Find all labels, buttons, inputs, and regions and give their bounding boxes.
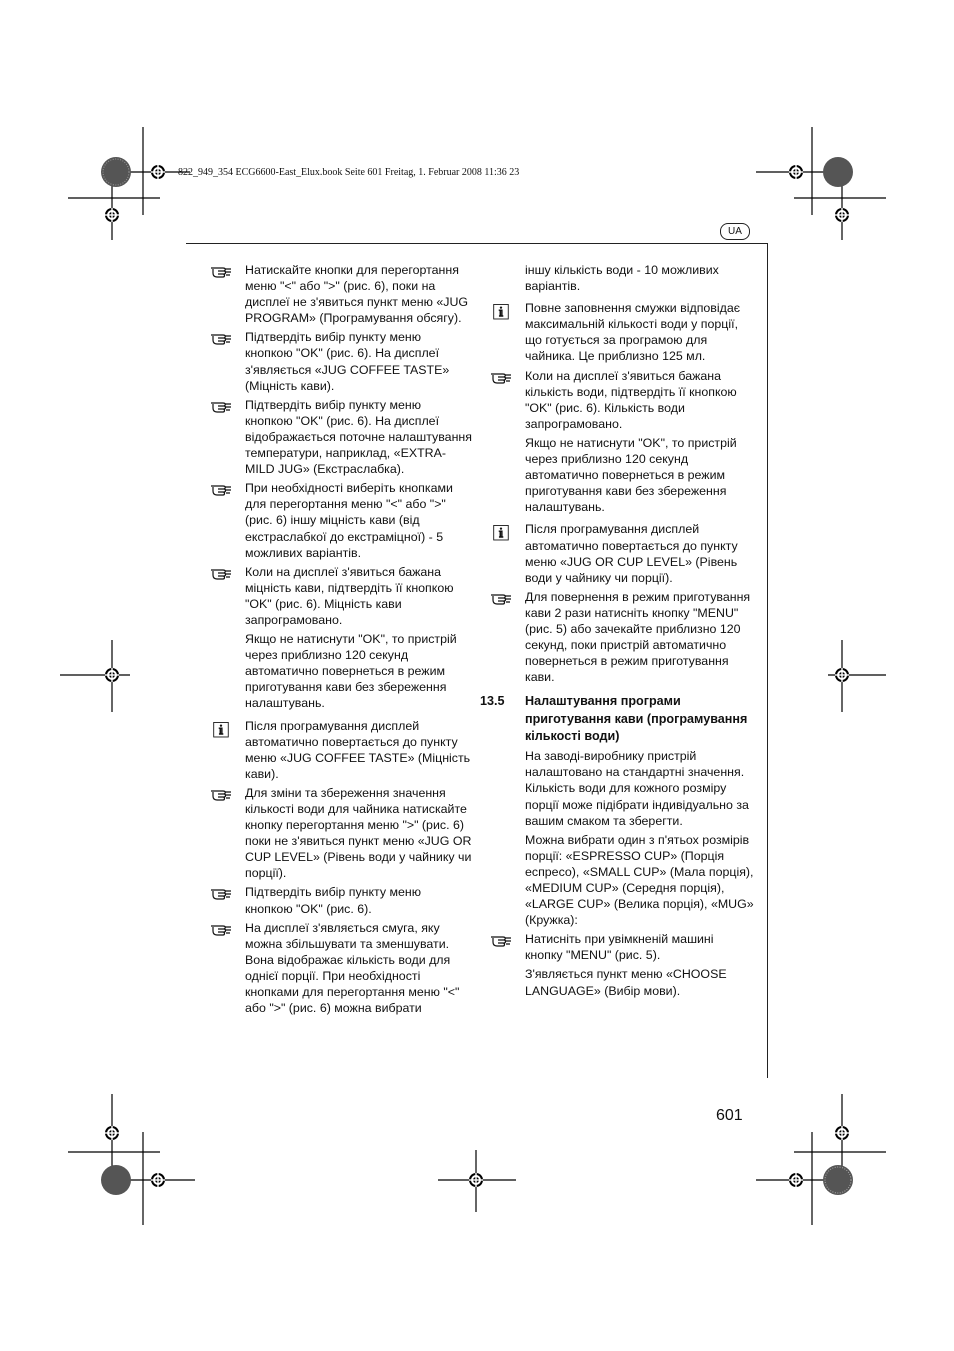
item-text: Коли на дисплеї з'явиться бажана міцність кави, підтвердіть її кнопкою "OK" (рис. 6). Міцність кави запрограмовано. bbox=[245, 564, 454, 627]
item-text: При необхідності виберіть кнопками для перегортання меню "<" або ">" (рис. 6) іншу міцність кави (від екстраслабкої до екстраміцної) - 5 можливих варіантів. bbox=[245, 481, 453, 560]
list-item bbox=[210, 920, 472, 1017]
item-text: Натискайте кнопки для перегортання меню "<" або ">" (рис. 6), поки на дисплеї не з'явиться пункт меню «JUG PROGRAM» (Програмування обсягу). bbox=[245, 263, 469, 326]
list-item bbox=[210, 262, 472, 326]
hand-pointer-icon bbox=[210, 785, 234, 801]
header-rule bbox=[186, 243, 768, 244]
info-note bbox=[490, 521, 754, 585]
item-text: Повне заповнення смужки відповідає максимальній кількості води у порції, що готується за програмою для чайника. Це приблизно 125 мл. bbox=[525, 301, 741, 364]
item-text: іншу кількість води - 10 можливих варіантів. bbox=[525, 263, 719, 294]
item-text: Для зміни та збереження значення кількості води для чайника натискайте кнопку перегортання меню ">" (рис. 6) поки не з'явиться пункт меню «JUG OR CUP LEVEL» (Рівень води у чайнику чи порції). bbox=[245, 785, 472, 881]
item-text: Якщо не натиснути "OK", то пристрій через приблизно 120 секунд автоматично повернеться в режим приготування кави без збереження налаштувань. bbox=[525, 435, 737, 515]
section-heading bbox=[480, 693, 754, 745]
list-item bbox=[490, 589, 754, 686]
hand-pointer-icon bbox=[210, 884, 234, 900]
list-item bbox=[210, 785, 472, 882]
item-text: З'являється пункт меню «CHOOSE LANGUAGE» (Вибір мови). bbox=[525, 967, 727, 998]
item-text: Після програмування дисплей автоматично повертається до пункту меню «JUG OR CUP LEVEL» (Рівень води у чайнику чи порції). bbox=[525, 522, 738, 585]
item-text: Можна вибрати один з п'ятьох розмірів порції: «ESPRESSO CUP» (Порція еспресо), «SMALL CUP» (Мала порція), «MEDIUM CUP» (Середня порція), «LARGE CUP» (Велика порція), «MUG» (Кружка): bbox=[525, 832, 754, 928]
language-badge: UA bbox=[720, 223, 750, 240]
hand-pointer-icon bbox=[210, 262, 234, 278]
hand-pointer-icon bbox=[210, 564, 234, 580]
info-icon bbox=[490, 525, 514, 541]
list-item bbox=[210, 564, 472, 628]
print-header: 822_949_354 ECG6600-East_Elux.book Seite 601 Freitag, 1. Februar 2008 11:36 23 bbox=[178, 167, 520, 178]
hand-pointer-icon bbox=[210, 920, 234, 936]
side-rule bbox=[767, 243, 768, 1078]
list-item bbox=[210, 884, 472, 916]
list-item bbox=[490, 931, 754, 963]
hand-pointer-icon bbox=[210, 480, 234, 496]
list-item bbox=[490, 368, 754, 432]
hand-pointer-icon bbox=[490, 589, 514, 605]
info-icon bbox=[490, 304, 514, 320]
hand-pointer-icon bbox=[210, 329, 234, 345]
item-text: Після програмування дисплей автоматично повертається до пункту меню «JUG COFFEE TASTE» (Міцність кави). bbox=[245, 718, 471, 781]
info-note bbox=[490, 300, 754, 364]
right-column bbox=[480, 262, 754, 1002]
item-text: Якщо не натиснути "OK", то пристрій через приблизно 120 секунд автоматично повернеться в режим приготування кави без збереження налаштувань. bbox=[245, 632, 457, 711]
info-icon bbox=[210, 722, 234, 738]
item-text: Підтвердіть вибір пункту меню кнопкою "OK" (рис. 6). bbox=[245, 885, 422, 916]
item-text: На заводі-виробнику пристрій налаштовано на стандартні значення. Кількість води для кожного розміру порції може підібрати індивідуально за вашим смаком та зберегти. bbox=[525, 749, 749, 828]
section-number: 13.5 bbox=[480, 694, 505, 709]
item-text: Натисніть при увімкненій машині кнопку "MENU" (рис. 5). bbox=[525, 932, 714, 963]
info-note bbox=[210, 718, 472, 782]
list-item bbox=[210, 480, 472, 560]
item-text: Коли на дисплеї з'явиться бажана кількість води, підтвердіть її кнопкою "OK" (рис. 6). Кількість води запрограмовано. bbox=[525, 368, 737, 431]
item-text: На дисплеї з'являється смуга, яку можна збільшувати та зменшувати. Вона відображає кількість води для однієї порції. При необхідності кнопками для перегортання меню "<" або ">" (рис. 6) можна вибрати bbox=[245, 920, 460, 1016]
page-number: 601 bbox=[716, 1107, 743, 1124]
hand-pointer-icon bbox=[210, 397, 234, 413]
item-text: Підтвердіть вибір пункту меню кнопкою "OK" (рис. 6). На дисплеї відображається поточне налаштування температури, наприклад, «EXTRA-MILD JUG» (Екстраслабка). bbox=[245, 397, 472, 477]
list-item bbox=[210, 397, 472, 477]
item-text: Для повернення в режим приготування кави 2 рази натисніть кнопку "MENU" (рис. 5) або зачекайте приблизно 120 секунд, поки пристрій автоматично повернеться в режим приготування кави. bbox=[525, 589, 751, 685]
hand-pointer-icon bbox=[490, 368, 514, 384]
item-text: Підтвердіть вибір пункту меню кнопкою "OK" (рис. 6). На дисплеї з'являється «JUG COFFEE TASTE» (Міцність кави). bbox=[245, 330, 450, 393]
hand-pointer-icon bbox=[490, 931, 514, 947]
list-item bbox=[210, 329, 472, 393]
left-column bbox=[210, 262, 472, 1019]
section-title: Налаштування програми приготування кави (програмування кількості води) bbox=[525, 694, 748, 743]
